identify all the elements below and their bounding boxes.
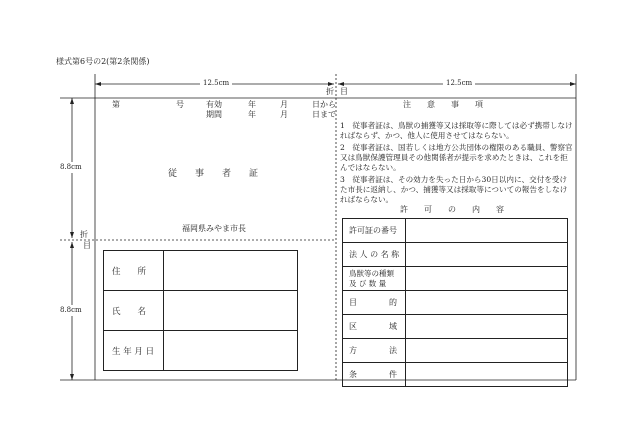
validity-sub-label: 期間	[206, 110, 222, 119]
person-row	[104, 331, 298, 371]
fold-line-mark-vertical: 目	[340, 87, 348, 96]
fold-mark-horizontal: 折	[80, 230, 88, 239]
method-label: 方 法	[343, 339, 406, 363]
permit-number-label: 許可証の番号	[343, 219, 406, 243]
purpose-value	[406, 291, 568, 315]
number-label: 第 号	[112, 100, 184, 109]
table-row	[343, 243, 568, 267]
corporation-name-value	[406, 243, 568, 267]
person-fields-table	[103, 250, 298, 371]
conditions-value	[406, 363, 568, 387]
validity-label: 有効	[206, 100, 222, 109]
date-from: 年 月 日から	[248, 100, 336, 109]
birthdate-value	[164, 331, 298, 371]
birthdate-label: 生 年 月 日	[104, 331, 164, 371]
fold-line-mark-horizontal: 目	[83, 241, 91, 250]
issuer-name: 福岡県みやま市長	[182, 224, 246, 233]
corporation-name-label: 法 人 の 名 称	[343, 243, 406, 267]
area-label: 区 域	[343, 315, 406, 339]
permit-heading: 許 可 の 内 容	[400, 205, 504, 214]
notes-heading: 注 意 事 項	[403, 100, 483, 109]
address-value	[164, 251, 298, 291]
date-to: 年 月 日まで	[248, 110, 336, 119]
area-value	[406, 315, 568, 339]
table-row	[343, 339, 568, 363]
fold-mark-vertical: 折	[326, 87, 334, 96]
note-item-3: 3 従事者証は、その効力を失った日から30日以内に、交付を受けた市長に返納し、かつ、捕獲等又は採取等についての報告をしなければならない。	[340, 175, 568, 204]
notes-list	[340, 121, 573, 207]
height-label-top: 8.8cm	[60, 163, 82, 171]
table-row	[343, 291, 568, 315]
table-row	[343, 363, 568, 387]
height-label-bottom: 8.8cm	[60, 306, 82, 314]
address-label: 住 所	[104, 251, 164, 291]
conditions-label: 条 件	[343, 363, 406, 387]
person-row	[104, 251, 298, 291]
species-quantity-label: 鳥獣等の種類 及 び 数 量	[343, 267, 406, 291]
form-title: 様式第6号の2(第2条関係)	[56, 57, 150, 66]
width-label-right: 12.5cm	[443, 80, 475, 87]
permit-table	[342, 218, 568, 387]
table-row	[343, 315, 568, 339]
name-value	[164, 291, 298, 331]
name-label: 氏 名	[104, 291, 164, 331]
method-value	[406, 339, 568, 363]
person-row	[104, 291, 298, 331]
permit-number-value	[406, 219, 568, 243]
table-row	[343, 219, 568, 243]
card-title: 従 事 者 証	[168, 169, 259, 179]
width-label-left: 12.5cm	[200, 80, 232, 87]
species-quantity-value	[406, 267, 568, 291]
note-item-1: 1 従事者証は、鳥獣の捕獲等又は採取等に際しては必ず携帯しなければならず、かつ、他人に使用させてはならない。	[340, 121, 573, 140]
note-item-2: 2 従事者証は、国若しくは地方公共団体の権限のある職員、警察官又は鳥獣保護管理員その他関係者が提示を求めたときは、これを拒んではならない。	[340, 143, 573, 172]
purpose-label: 目 的	[343, 291, 406, 315]
table-row	[343, 267, 568, 291]
